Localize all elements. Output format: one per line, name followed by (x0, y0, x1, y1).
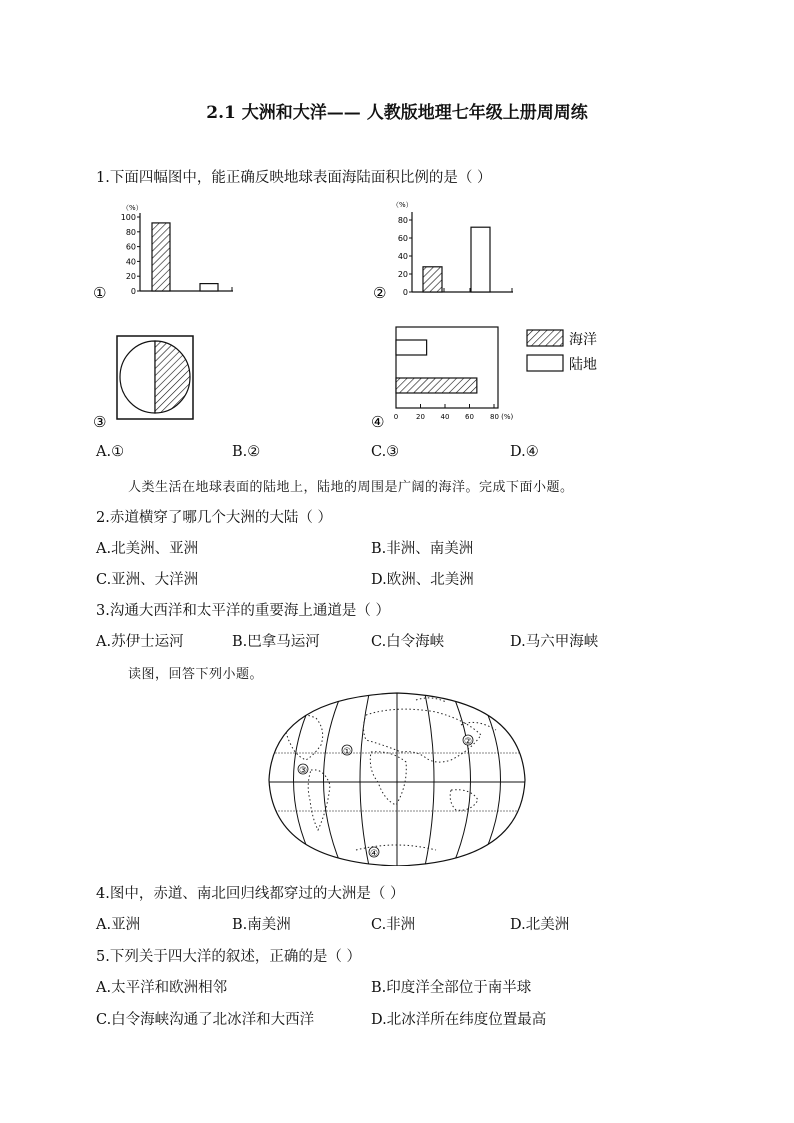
figure-1-bar-land (200, 284, 218, 291)
question-1-stem: 1.下面四幅图中，能正确反映地球表面海陆面积比例的是（ ） (96, 170, 492, 186)
q5-option-c[interactable]: C.白令海峡沟通了北冰洋和大西洋 (96, 1012, 315, 1028)
figure-4-tick-label: 60 (465, 413, 474, 421)
figure-4-bar-ocean (396, 378, 477, 393)
figure-1-tick-label: 100 (120, 213, 136, 222)
figure-4-horizontal-bar-chart (371, 327, 514, 431)
figure-4-frame (396, 327, 498, 408)
world-map (266, 690, 528, 866)
intro-text-2: 读图，回答下列小题。 (128, 667, 264, 682)
map-label-4: ④ (369, 849, 379, 859)
q2-option-a[interactable]: A.北美洲、亚洲 (96, 541, 199, 557)
figure-3-circle-diagram (93, 336, 193, 431)
figure-2-bar-ocean (423, 267, 442, 292)
figure-2-tick-label: 20 (397, 270, 408, 279)
map-label-2: ② (463, 737, 473, 747)
figure-2-unit: （%） (392, 201, 413, 209)
figure-4-tick-label: 80 (%) (490, 413, 514, 421)
figure-4-bar-land (396, 340, 427, 355)
figure-1-tick-label: 60 (125, 242, 136, 252)
legend-swatch-ocean (527, 330, 563, 346)
figure-1-bar-ocean (152, 223, 170, 291)
q1-option-c[interactable]: C.③ (371, 444, 400, 460)
figure-1-tick-label: 40 (125, 257, 136, 267)
legend-swatch-land (527, 355, 563, 371)
question-3-stem: 3.沟通大西洋和太平洋的重要海上通道是（ ） (96, 603, 390, 619)
q1-option-a[interactable]: A.① (96, 444, 125, 460)
q4-option-c[interactable]: C.非洲 (371, 917, 416, 933)
figure-2-bar-chart (373, 201, 513, 302)
q5-option-b[interactable]: B.印度洋全部位于南半球 (371, 980, 532, 996)
map-label-1: ① (342, 747, 352, 757)
legend-label-land: 陆地 (569, 357, 597, 373)
q3-option-c[interactable]: C.白令海峡 (371, 634, 445, 650)
q3-option-b[interactable]: B.巴拿马运河 (232, 634, 320, 650)
figure-2-tick-label: 40 (397, 252, 408, 261)
figure-2-mark: ② (373, 284, 387, 302)
figure-1-unit: （%） (122, 204, 143, 212)
q2-option-d[interactable]: D.欧洲、北美洲 (371, 572, 474, 588)
legend-label-ocean: 海洋 (569, 332, 597, 348)
legend (527, 330, 597, 373)
q1-option-b[interactable]: B.② (232, 444, 261, 460)
q4-option-d[interactable]: D.北美洲 (510, 917, 570, 933)
page-title: 2.1 大洲和大洋—— 人教版地理七年级上册周周练 (206, 103, 588, 123)
figure-1-tick-label: 80 (125, 227, 136, 237)
q5-option-a[interactable]: A.太平洋和欧洲相邻 (96, 980, 228, 996)
figure-2-tick-label: 80 (397, 216, 408, 225)
figure-4-tick-label: 40 (440, 413, 450, 421)
q2-option-b[interactable]: B.非洲、南美洲 (371, 541, 474, 557)
q3-option-a[interactable]: A.苏伊士运河 (96, 634, 184, 650)
map-label-3: ③ (298, 766, 308, 776)
figure-1-tick-label: 20 (125, 272, 136, 282)
figure-4-tick-label: 20 (416, 413, 425, 421)
question-5-stem: 5.下列关于四大洋的叙述，正确的是（ ） (96, 949, 361, 965)
figure-2-bar-land (471, 227, 490, 292)
figure-2-tick-label: 0 (402, 288, 408, 297)
q4-option-b[interactable]: B.南美洲 (232, 917, 291, 933)
q4-option-a[interactable]: A.亚洲 (96, 917, 141, 933)
question-4-stem: 4.图中，赤道、南北回归线都穿过的大洲是（ ） (96, 886, 405, 902)
figure-1-bar-chart (93, 204, 233, 302)
question-2-stem: 2.赤道横穿了哪几个大洲的大陆（ ） (96, 510, 332, 526)
intro-text-1: 人类生活在地球表面的陆地上，陆地的周围是广阔的海洋。完成下面小题。 (128, 480, 574, 495)
figure-1-mark: ① (93, 284, 107, 302)
figure-1-tick-label: 0 (130, 287, 136, 296)
figure-4-tick-label: 0 (393, 413, 399, 421)
q5-option-d[interactable]: D.北冰洋所在纬度位置最高 (371, 1012, 547, 1028)
q2-option-c[interactable]: C.亚洲、大洋洲 (96, 572, 199, 588)
figure-4-mark: ④ (371, 413, 385, 431)
figure-2-tick-label: 60 (397, 234, 408, 243)
q3-option-d[interactable]: D.马六甲海峡 (510, 634, 599, 650)
question-1-figures (0, 0, 794, 440)
q1-option-d[interactable]: D.④ (510, 444, 539, 460)
figure-3-mark: ③ (93, 413, 107, 431)
